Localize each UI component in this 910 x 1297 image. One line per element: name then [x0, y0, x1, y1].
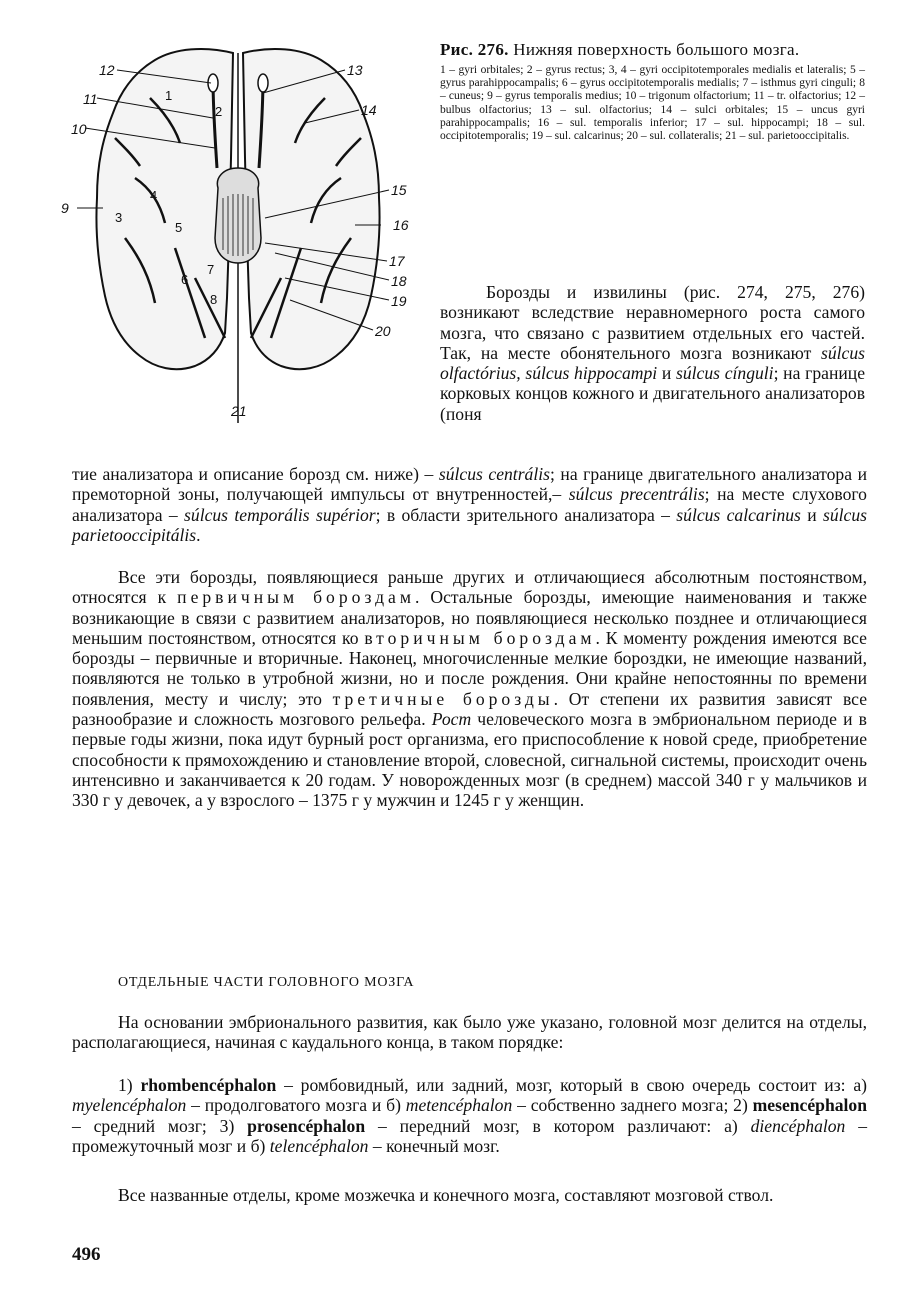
label-18: 18	[391, 273, 407, 289]
p1-text-f: ; на месте слухового анализатора –	[72, 484, 867, 525]
label-15: 15	[391, 182, 407, 198]
p1-text-end: .	[196, 524, 201, 545]
label-1: 1	[165, 88, 173, 103]
p4-bold-3: prosencéphalon	[247, 1115, 366, 1136]
paragraph-2	[72, 567, 867, 811]
label-20: 20	[375, 323, 391, 339]
caption-figure-number: Рис. 276.	[440, 40, 509, 59]
label-16: 16	[393, 217, 409, 233]
right-olfactory-bulb	[258, 74, 268, 92]
p2-text-a: Все эти борозды, появляющиеся раньше других и отличающиеся абсолютным постоянством, относятся к	[72, 567, 867, 608]
paragraph-5: Все названные отделы, кроме мозжечка и конечного мозга, составляют мозговой ствол.	[118, 1185, 774, 1205]
paragraph-3: На основании эмбрионального развития, как было уже указано, головной мозг делится на отделы, располагающиеся, начиная с каудального конца, в таком порядке:	[72, 1012, 867, 1053]
brainstem-hatching	[223, 194, 253, 256]
p2-italic-1: Рост	[431, 709, 472, 730]
p1-term-3: súlcus centrális	[438, 464, 550, 484]
p1-text-e: ; на границе двигательного анализатора и премоторной зоны, получающей импульсы от внутренностей,–	[72, 464, 867, 505]
paragraph-1-start	[440, 282, 865, 424]
p4-text-g: – промежуточный мозг и б)	[72, 1115, 867, 1156]
p1-term-4: súlcus precentrális	[568, 484, 705, 505]
p1-term-1: súlcus olfactórius, súlcus hippocampi	[440, 342, 865, 384]
label-11: 11	[83, 91, 98, 107]
p4-bold-1: rhombencéphalon	[140, 1075, 277, 1095]
p1-text-c: ; на границе корковых концов кожного и двигательного анализаторов (поня	[440, 363, 866, 424]
label-21: 21	[231, 403, 247, 419]
section-heading: ОТДЕЛЬНЫЕ ЧАСТИ ГОЛОВНОГО МОЗГА	[118, 975, 415, 990]
paragraph-4	[72, 1075, 867, 1156]
label-4: 4	[150, 188, 158, 203]
p4-text-a: 1)	[118, 1075, 141, 1095]
p2-spaced-2: вторичным бороздам	[364, 627, 596, 648]
p1-text-g: ; в области зрительного анализатора –	[375, 504, 677, 525]
label-13: 13	[347, 62, 363, 78]
p2-spaced-3: третичные борозды	[332, 688, 554, 709]
caption-title	[440, 40, 865, 59]
label-2: 2	[215, 104, 223, 119]
p1-text-h: и	[800, 504, 824, 525]
p4-bold-2: mesencéphalon	[752, 1095, 867, 1116]
p4-text-f: – передний мозг, в котором различают: а)	[365, 1115, 751, 1136]
p4-text-e: – средний мозг; 3)	[72, 1115, 248, 1136]
p4-text-c: – продолговатого мозга и б)	[186, 1095, 406, 1116]
p4-text-d: – собственно заднего мозга; 2)	[512, 1095, 753, 1116]
p2-text-b: . Остальные борозды, имеющие наименования и также возникающие в связи с развитием анализаторов, но появляющиеся несколько позднее и отличающиеся меньшим постоянством, относятся ко	[72, 587, 867, 648]
label-14: 14	[361, 102, 377, 118]
p4-italic-1: myelencéphalon	[72, 1095, 187, 1116]
p1-text-b: и	[657, 363, 676, 384]
label-5: 5	[175, 220, 183, 235]
label-19: 19	[391, 293, 407, 309]
p4-italic-4: telencéphalon	[269, 1135, 369, 1156]
p1-text-a: Борозды и извилины (рис. 274, 275, 276) возникают вследствие неравномерного роста самого мозга, что связано с развитием отдельных его частей. Так, на месте обонятельного мозга возникают	[440, 282, 865, 363]
p2-text-d: . От степени их развития зависят все разнообразие и сложность мозгового рельефа.	[72, 688, 868, 730]
p2-text-e: человеческого мозга в эмбриональном периоде и в первые годы жизни, пока идут бурный рост организма, его приспособление к новой среде, приобретение способности к прямохождению и становление второй, словесной, сигнальной системы, происходит очень интенсивно и заканчивается к 20 годам. У новорожденных мозг (в среднем) массой 340 г у мальчиков и 330 г у девочек, а у взрослого – 1375 г у мужчин и 1245 г у женщин.	[72, 709, 867, 811]
p4-italic-2: metencéphalon	[405, 1095, 513, 1116]
paragraph-1-continued	[72, 464, 867, 545]
page-number: 496	[72, 1244, 101, 1265]
p2-text-c: . К моменту рождения имеются все борозды – первичные и вторичные. Наконец, многочисленные мелкие бороздки, не имеющие названий, появляются не только в утробной жизни, но и после рождения. Они крайне непостоянны по времени появления, месту и числу; это	[72, 627, 867, 709]
p4-text-b: – ромбовидный, или задний, мозг, который в свою очередь состоит из: а)	[276, 1075, 867, 1095]
brain-inferior-surface-drawing	[55, 38, 425, 433]
label-17: 17	[389, 253, 405, 269]
p1-term-7: súlcus parietooccipitális	[72, 504, 867, 545]
label-6: 6	[181, 272, 189, 287]
p1-term-5: súlcus temporális supérior	[184, 504, 376, 525]
p4-italic-3: diencéphalon	[750, 1115, 846, 1136]
label-8: 8	[210, 292, 218, 307]
p1-term-2: súlcus cínguli	[676, 363, 774, 384]
caption-title-text: Нижняя поверхность большого мозга.	[508, 40, 800, 59]
figure-caption	[440, 40, 865, 143]
p1-text-d: тие анализатора и описание борозд см. ниже) –	[72, 464, 439, 484]
label-7: 7	[207, 262, 215, 277]
brain-figure	[55, 38, 425, 433]
label-9: 9	[61, 200, 69, 216]
caption-legend: 1 – gyri orbitales; 2 – gyrus rectus; 3, 4 – gyri occipitotemporales medialis et lateralis; 5 – gyrus parahippocampalis; 6 – gyrus occipitotemporalis medialis; 7 – isthmus gyri cinguli; 8 – cuneus; 9 – gyrus temporalis medius; 10 – trigonum olfactorium; 11 – tr. olfactorius; 12 – bulbus olfactorius; 13 – sul. olfactorius; 14 – sulci orbitales; 15 – uncus gyri parahippocampalis; 16 – sul. temporalis inferior; 17 – sul. hippocampi; 18 – sul. occipitotemporalis; 19 – sul. calcarinus; 20 – sul. collateralis; 21 – sul. parietooccipitalis.	[440, 64, 865, 143]
label-10: 10	[71, 121, 87, 137]
label-3: 3	[115, 210, 123, 225]
p1-term-6: súlcus calcarinus	[676, 504, 801, 525]
label-12: 12	[99, 62, 115, 78]
p4-text-h: – конечный мозг.	[368, 1135, 500, 1156]
p2-spaced-1: первичным бороздам	[177, 587, 415, 608]
